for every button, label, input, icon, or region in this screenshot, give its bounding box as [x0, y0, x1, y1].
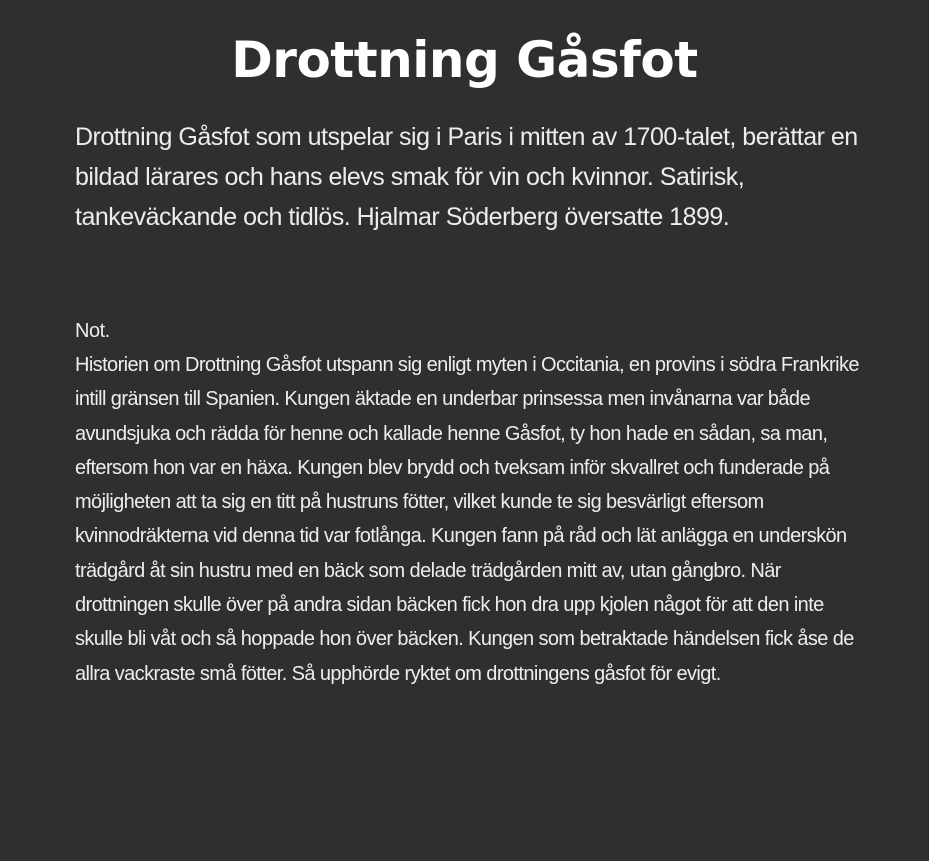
page-title: Drottning Gåsfot — [231, 31, 698, 89]
intro-paragraph: Drottning Gåsfot som utspelar sig i Paris i mitten av 1700-talet, berättar en bildad lärares och hans elevs smak för vin och kvinnor. Satirisk, tankeväckande och tidlös. Hjalmar Söderberg översatte 1899. — [75, 123, 858, 231]
note-paragraph: Historien om Drottning Gåsfot utspann sig enligt myten i Occitania, en provins i södra Frankrike intill gränsen till Spanien. Kungen äktade en underbar prinsessa men invånarna var både avundsjuka och rädda för henne och kallade henne Gåsfot, ty hon hade en sådan, sa man, eftersom hon var en häxa. Kungen blev brydd och tveksam inför skvallret och funderade på möjligheten att ta sig en titt på hustruns fötter, vilket kunde te sig besvärligt eftersom kvinnodräkterna vid denna tid var fotlånga. Kungen fann på råd och lät anlägga en underskön trädgård åt sin hustru med en bäck som delade trädgården mitt av, utan gångbro. När drottningen skulle över på andra sidan bäcken fick hon dra upp kjolen något för att den inte skulle bli våt och så hoppade hon över bäcken. Kungen som betraktade händelsen fick åse de allra vackraste små fötter. Så upphörde ryktet om drottningens gåsfot för evigt. — [75, 354, 859, 685]
note-label: Not. — [75, 320, 110, 342]
